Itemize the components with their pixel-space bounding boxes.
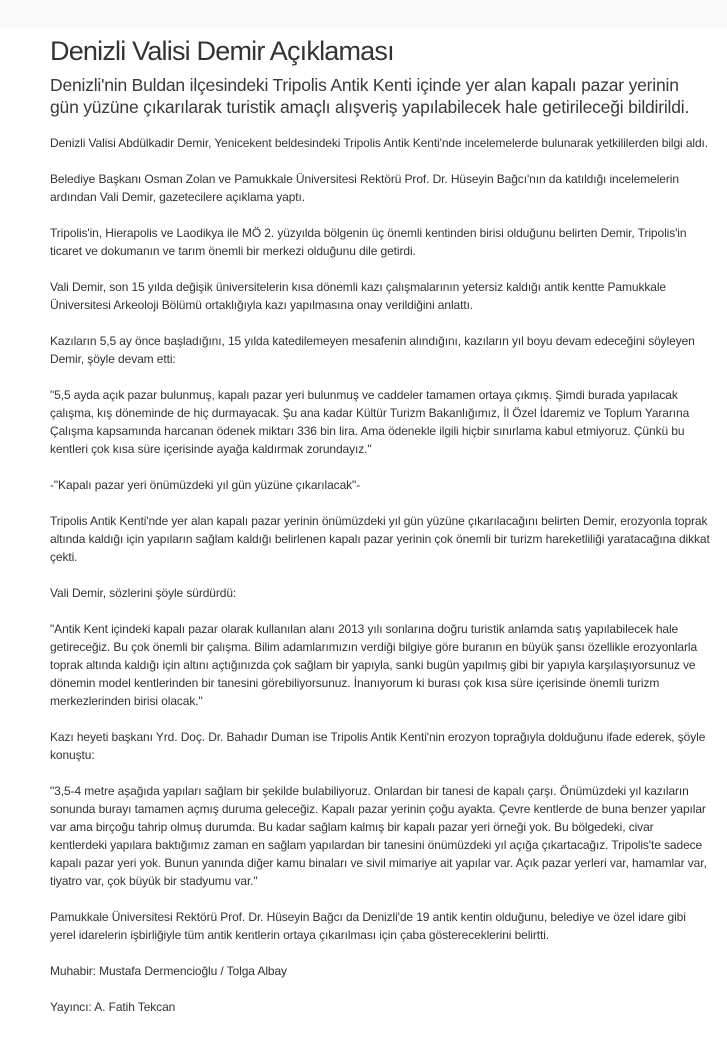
- paragraph: Kazı heyeti başkanı Yrd. Doç. Dr. Bahadır Duman ise Tripolis Antik Kenti'nin erozyon toprağıyla dolduğunu ifade ederek, şöyle konuştu:: [50, 730, 706, 762]
- paragraph: Vali Demir, son 15 yılda değişik üniversitelerin kısa dönemli kazı çalışmalarının yetersiz kaldığı antik kentte Pamukkale Üniversitesi Arkeoloji Bölümü ortaklığıyla kazı yapılmasına onay verildiğini anlattı.: [50, 280, 666, 312]
- paragraph: Belediye Başkanı Osman Zolan ve Pamukkale Üniversitesi Rektörü Prof. Dr. Hüseyin Bağcı'nın da katıldığı incelemelerin ardından Vali Demir, gazetecilere açıklama yaptı.: [50, 172, 679, 204]
- paragraph-intro: Denizli Valisi Abdülkadir Demir, Yenicekent beldesindeki Tripolis Antik Kenti'nde incelemelerde bulunarak yetkililerden bilgi aldı.: [50, 136, 709, 150]
- paragraph: Pamukkale Üniversitesi Rektörü Prof. Dr. Hüseyin Bağcı da Denizli'de 19 antik kentin olduğunu, belediye ve özel idare gibi yerel idarelerin işbirliğiyle tüm antik kentlerin ortaya çıkarılması için çaba göstereceklerini belirtti.: [50, 910, 686, 942]
- paragraph: Vali Demir, sözlerini şöyle sürdürdü:: [50, 586, 237, 600]
- paragraph: Kazıların 5,5 ay önce başladığını, 15 yılda katedilemeyen mesafenin alındığını, kazıların yıl boyu devam edeceğini söyleyen Demir, şöyle devam etti:: [50, 334, 695, 366]
- quote-paragraph: "5,5 ayda açık pazar bulunmuş, kapalı pazar yeri bulunmuş ve caddeler tamamen ortaya çıkmış. Şimdi burada yapılacak çalışma, kış döneminde de hiç durmayacak. Şu ana kadar Kültür Turizm Bakanlığımız, İl Özel İdaremiz ve Toplum Yararına Çalışma kapsamında harcanan ödenek miktarı 336 bin lira. Ama ödenekle ilgili hiçbir sınırlama kabul etmiyoruz. Çünkü bu kentleri çok kısa süre içerisinde ayağa kaldırmak zorundayız.": [50, 388, 690, 456]
- reporter-credit: Muhabir: Mustafa Dermencioğlu / Tolga Albay: [50, 964, 287, 978]
- article-lead: Denizli'nin Buldan ilçesindeki Tripolis Antik Kenti içinde yer alan kapalı pazar yerinin gün yüzüne çıkarılarak turistik amaçlı alışveriş yapılabilecek hale getirileceği bildirildi.: [50, 75, 690, 117]
- top-band: [0, 0, 727, 28]
- article: [50, 34, 710, 1034]
- quote-paragraph: "Antik Kent içindeki kapalı pazar olarak kullanılan alanı 2013 yılı sonlarına doğru turistik anlamda satış yapılabilecek hale getireceğiz. Bu çok önemli bir çalışma. Bilim adamlarımızın verdiği bilgiye göre buranın en büyük şansı özellikle erozyonlarla toprak altında kaldığı için altını açtığınızda çok sağlam bir yapıyla, sanki bugün yapılmış gibi bir yapıyla karşılaşıyorsunuz ve dönemin model kentlerinden bir tanesini görebiliyorsunuz. İnanıyorum ki burası çok kısa süre içerisinde önemli turizm merkezlerinden birisi olacak.": [50, 622, 698, 708]
- quote-paragraph: "3,5-4 metre aşağıda yapıları sağlam bir şekilde bulabiliyoruz. Onlardan bir tanesi de kapalı çarşı. Önümüzdeki yıl kazıların sonunda burayı tamamen açmış duruma geleceğiz. Kapalı pazar yerinin çoğu ayakta. Çevre kentlerde de buna benzer yapılar var ama birçoğu tahrip olmuş durumda. Bu kadar sağlam kalmış bir kapalı pazar yeri örneği yok. Bu bölgedeki, civar kentlerdeki yapılara baktığımız zaman en sağlam yapılardan bir tanesini önümüzdeki yıl açığa çıkartacağız. Tripolis'te sadece kapalı pazar yeri yok. Bunun yanında diğer kamu binaları ve sivil mimariye ait yapılar var. Açık pazar yerleri var, hamamlar var, tiyatro var, çok büyük bir stadyumu var.": [50, 784, 707, 888]
- article-title: Denizli Valisi Demir Açıklaması: [50, 36, 394, 66]
- paragraph: Tripolis Antik Kenti'nde yer alan kapalı pazar yerinin önümüzdeki yıl gün yüzüne çıkarılacağını belirten Demir, erozyonla toprak altında kaldığı için yapıların sağlam kaldığı belirlenen kapalı pazar yerinin çok önemli bir turizm hareketliliği yaratacağına dikkat çekti.: [50, 514, 710, 564]
- publisher-credit: Yayıncı: A. Fatih Tekcan: [50, 1000, 176, 1014]
- subheading: -"Kapalı pazar yeri önümüzdeki yıl gün yüzüne çıkarılacak"-: [50, 478, 361, 492]
- paragraph: Tripolis'in, Hierapolis ve Laodikya ile MÖ 2. yüzyılda bölgenin üç önemli kentinden birisi olduğunu belirten Demir, Tripolis'in ticaret ve dokumanın ve tarım önemli bir merkezi olduğunu dile getirdi.: [50, 226, 687, 258]
